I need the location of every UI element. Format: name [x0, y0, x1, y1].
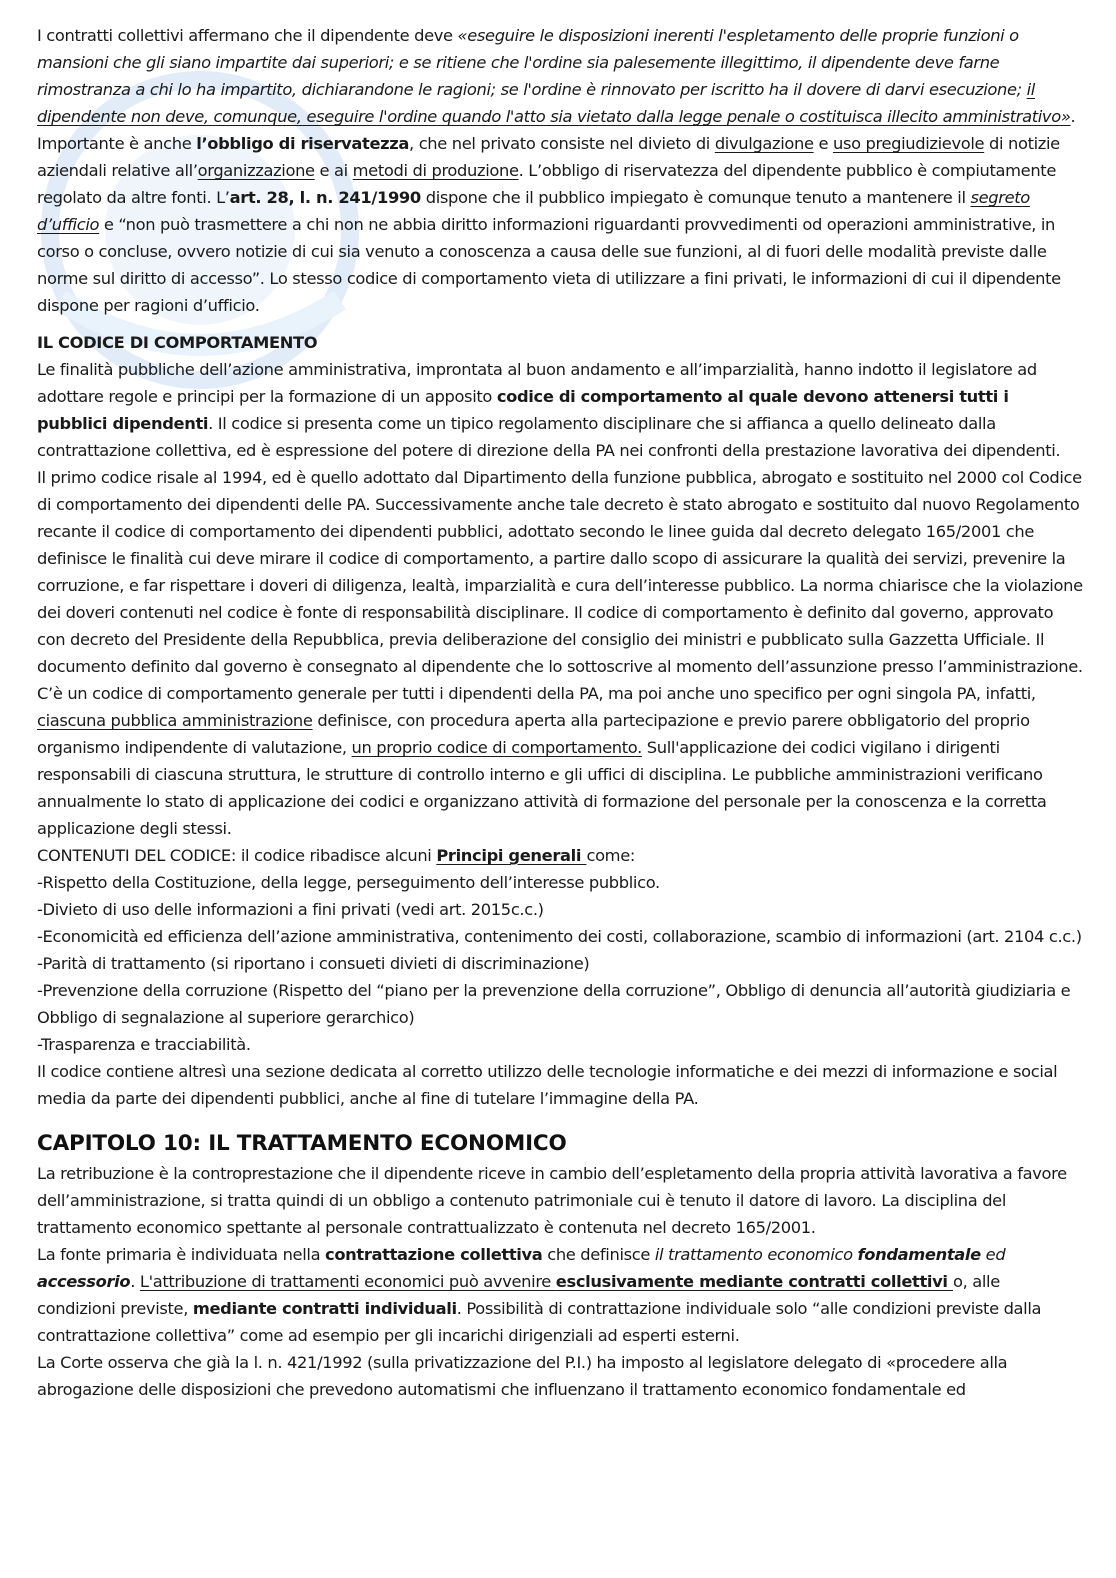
list-item: -Economicità ed efficienza dell’azione amministrativa, contenimento dei costi, collaborazione, scambio di informazioni (art. 2104 c.c.) — [37, 927, 1082, 946]
term-ciascuna-pa: ciascuna pubblica amministrazione — [37, 711, 313, 730]
term-contrattazione-collettiva: contrattazione collettiva — [325, 1245, 543, 1264]
term-segreto-ufficio: segreto d’ufficio — [37, 188, 1030, 234]
list-item: -Trasparenza e tracciabilità. — [37, 1035, 251, 1054]
term-principi-generali: Principi generali — [436, 846, 587, 865]
contents-intro: CONTENUTI DEL CODICE: il codice ribadisce alcuni Principi generali come: — [37, 846, 635, 865]
section-heading: IL CODICE DI COMPORTAMENTO — [37, 333, 318, 352]
term-code-of-conduct: codice di comportamento al quale devono attenersi tutti i pubblici dipendenti — [37, 387, 1009, 433]
law-reference-art28: art. 28, l. n. 241/1990 — [229, 188, 421, 207]
document-page — [37, 22, 1083, 1403]
quote-contracts: «eseguire le disposizioni inerenti l'espletamento delle proprie funzioni o mansioni che gli siano impartite dai superiori; e se ritiene che l'ordine sia palesemente illegittimo, il dipendente deve farne rimostranza a chi lo ha impartito, dichiarandone le ragioni; se l'ordine è rinnovato per iscritto ha il dovere di darvi esecuzione; — [37, 26, 1027, 99]
term-divulgazione: divulgazione — [714, 134, 814, 153]
paragraph-retribution: La retribuzione è la controprestazione che il dipendente riceve in cambio dell’espletamento della propria attività lavorativa a favore dell’amministrazione, si tratta quindi di un obbligo a contenuto patrimoniale cui è tenuto il datore di lavoro. La disciplina del trattamento economico spettante al personale contrattualizzato è contenuta nel decreto 165/2001. — [37, 1164, 1067, 1237]
list-item: -Prevenzione della corruzione (Rispetto del “piano per la prevenzione della corruzione”, Obbligo di denuncia all’autorità giudiziaria e Obbligo di segnalazione al superiore gerarchico) — [37, 981, 1071, 1027]
paragraph-obedience: I contratti collettivi affermano che il dipendente deve «eseguire le disposizioni inerenti l'espletamento delle proprie funzioni o mansioni che gli siano impartite dai superiori; e se ritiene che l'ordine sia palesemente illegittimo, il dipendente deve farne rimostranza a chi lo ha impartito, dichiarandone le ragioni; se l'ordine è rinnovato per iscritto ha il dovere di darvi esecuzione; il dipendente non deve, comunque, eseguire l'ordine quando l'atto sia vietato dalla legge penale o costituisca illecito amministrativo». — [37, 26, 1076, 126]
term-contratti-collettivi: esclusivamente mediante contratti collettivi — [555, 1272, 953, 1291]
paragraph-technology: Il codice contiene altresì una sezione dedicata al corretto utilizzo delle tecnologie informatiche e dei mezzi di informazione e social media da parte dei dipendenti pubblici, anche al fine di tutelare l’immagine della PA. — [37, 1062, 1058, 1108]
term-contratti-individuali: mediante contratti individuali — [192, 1299, 457, 1318]
term-metodi-produzione: metodi di produzione — [352, 161, 519, 180]
paragraph-purpose: Le finalità pubbliche dell’azione amministrativa, improntata al buon andamento e all’imparzialità, hanno indotto il legislatore ad adottare regole e principi per la formazione di un apposito codice di comportamento al quale devono attenersi tutti i pubblici dipendenti. Il codice si presenta come un tipico regolamento disciplinare che si affianca a quello delineato dalla contrattazione collettiva, ed è espressione del potere di direzione della PA nei confronti della prestazione lavorativa dei dipendenti. — [37, 360, 1061, 460]
chapter-title: CAPITOLO 10: IL TRATTAMENTO ECONOMICO — [37, 1131, 567, 1156]
term-uso-pregiudizievole: uso pregiudizievole — [832, 134, 985, 153]
list-item: -Parità di trattamento (si riportano i consueti divieti di discriminazione) — [37, 954, 590, 973]
list-item: -Divieto di uso delle informazioni a fini privati (vedi art. 2015c.c.) — [37, 900, 544, 919]
term-fondamentale: fondamentale — [857, 1245, 981, 1264]
term-organizzazione: organizzazione — [197, 161, 315, 180]
term-attribuzione: L'attribuzione di trattamenti economici può avvenire — [139, 1272, 556, 1291]
paragraph-primary-source: La fonte primaria è individuata nella contrattazione collettiva che definisce il trattamento economico fondamentale ed accessorio. L'attribuzione di trattamenti economici può avvenire esclusivamente mediante contratti collettivi o, alle condizioni previste, mediante contratti individuali. Possibilità di contrattazione individuale solo “alle condizioni previste dalla contrattazione collettiva” come ad esempio per gli incarichi dirigenziali ad esperti esterni. — [37, 1245, 1042, 1345]
list-item: -Rispetto della Costituzione, della legge, perseguimento dell’interesse pubblico. — [37, 873, 660, 892]
paragraph-confidentiality: Importante è anche l’obbligo di riservatezza, che nel privato consiste nel divieto di divulgazione e uso pregiudizievole di notizie aziendali relative all’organizzazione e ai metodi di produzione. L’obbligo di riservatezza del dipendente pubblico è compiutamente regolato da altre fonti. L’art. 28, l. n. 241/1990 dispone che il pubblico impiegato è comunque tenuto a mantenere il segreto d’ufficio e “non può trasmettere a chi non ne abbia diritto informazioni riguardanti provvedimenti od operazioni amministrative, in corso o concluse, ovvero notizie di cui sia venuto a conoscenza a causa delle sue funzioni, al di fuori delle modalità previste dalle norme sul diritto di accesso”. Lo stesso codice di comportamento vieta di utilizzare a fini privati, le informazioni di cui il dipendente dispone per ragioni d’ufficio. — [37, 134, 1061, 315]
term-accessorio: accessorio — [37, 1272, 131, 1291]
paragraph-court: La Corte osserva che già la l. n. 421/1992 (sulla privatizzazione del P.I.) ha imposto al legislatore delegato di «procedere alla abrogazione delle disposizioni che prevedono automatismi che influenzano il trattamento economico fondamentale ed — [37, 1353, 1008, 1399]
term-proprio-codice: un proprio codice di comportamento. — [351, 738, 642, 757]
term-confidentiality: l’obbligo di riservatezza — [196, 134, 410, 153]
paragraph-history: Il primo codice risale al 1994, ed è quello adottato dal Dipartimento della funzione pubblica, abrogato e sostituito nel 2000 col Codice di comportamento dei dipendenti delle PA. Successivamente anche tale decreto è stato abrogato e sostituito dal nuovo Regolamento recante il codice di comportamento dei dipendenti pubblici, adottato secondo le linee guida dal decreto delegato 165/2001 che definisce le finalità cui deve mirare il codice di comportamento, a partire dallo scopo di assicurare la qualità dei servizi, prevenire la corruzione, e far rispettare i doveri di diligenza, lealtà, imparzialità e cura dell’interesse pubblico. La norma chiarisce che la violazione dei doveri contenuti nel codice è fonte di responsabilità disciplinare. Il codice di comportamento è definito dal governo, approvato con decreto del Presidente della Repubblica, previa deliberazione del consiglio dei ministri e pubblicato sulla Gazzetta Ufficiale. Il documento definito dal governo è consegnato al dipendente che lo sottoscrive al momento dell’assunzione presso l’amministrazione. C’è un codice di comportamento generale per tutti i dipendenti della PA, ma poi anche uno specifico per ogni singola PA, infatti, ciascuna pubblica amministrazione definisce, con procedura aperta alla partecipazione e previo parere obbligatorio del proprio organismo indipendente di valutazione, un proprio codice di comportamento. Sull'applicazione dei codici vigilano i dirigenti responsabili di ciascuna struttura, le strutture di controllo interno e gli uffici di disciplina. Le pubbliche amministrazioni verificano annualmente lo stato di applicazione dei codici e organizzano attività di formazione del personale per la conoscenza e la corretta applicazione degli stessi. — [37, 468, 1083, 838]
quote-contracts-underlined: il dipendente non deve, comunque, eseguire l'ordine quando l'atto sia vietato dalla legge penale o costituisca illecito amministrativo» — [37, 80, 1071, 126]
